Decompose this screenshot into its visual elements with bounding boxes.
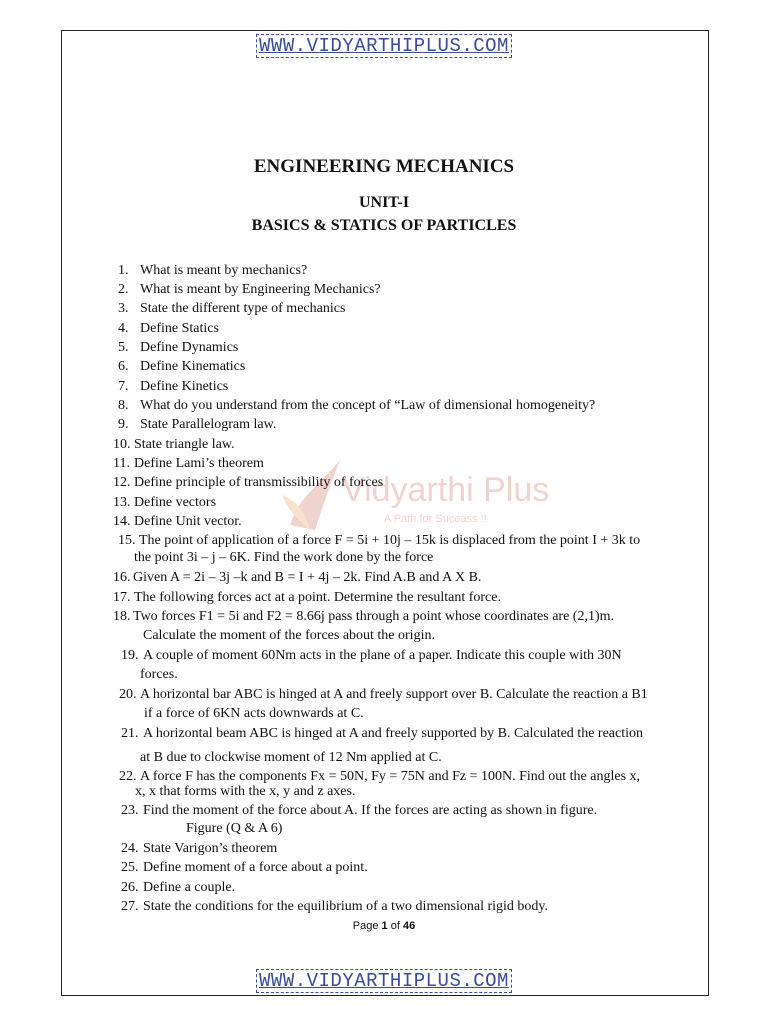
question-item [113, 608, 614, 625]
question-number: 5. [118, 340, 129, 355]
question-text: Define principle of transmissibility of forces [134, 475, 384, 490]
watermark-brand: Vidyarthi Plus [342, 471, 550, 509]
question-item [118, 281, 381, 298]
question-text: A horizontal beam ABC is hinged at A and freely supported by B. Calculated the reaction [143, 726, 643, 741]
question-text: A force F has the components Fx = 50N, Fy = 75N and Fz = 100N. Find out the angles x, [140, 769, 641, 784]
question-number: 6. [118, 359, 129, 374]
question-number: 22. [119, 769, 137, 784]
question-item [118, 532, 640, 549]
question-item [118, 416, 276, 433]
unit-heading: UNIT-I [358, 194, 410, 211]
question-text: A horizontal bar ABC is hinged at A and freely support over B. Calculate the reaction a B1 [140, 687, 648, 702]
question-text: Define moment of a force about a point. [143, 860, 368, 875]
question-item [113, 569, 481, 586]
question-text-continuation: the point 3i – j – 6K. Find the work done by the force [134, 550, 434, 565]
question-number: 4. [118, 321, 129, 336]
figure-caption: Figure (Q & A 6) [186, 821, 283, 836]
question-text: The point of application of a force F = 5i + 10j – 15k is displaced from the point I + 3k to [139, 533, 641, 548]
question-number: 15. [118, 533, 136, 548]
question-item [118, 378, 228, 395]
question-item [119, 686, 648, 703]
question-text: Define vectors [134, 495, 217, 510]
question-number: 2. [118, 282, 129, 297]
question-number: 13. [113, 495, 131, 510]
question-item [113, 589, 501, 606]
question-number: 19. [121, 648, 139, 663]
question-number: 25. [121, 860, 139, 875]
question-text: The following forces act at a point. Determine the resultant force. [134, 590, 501, 605]
question-item [121, 898, 548, 915]
question-item [118, 339, 238, 356]
question-text: State triangle law. [134, 437, 235, 452]
question-text: Define Kinematics [140, 359, 246, 374]
question-number: 11. [113, 456, 130, 471]
question-item [113, 474, 383, 491]
question-text: What do you understand from the concept of “Law of dimensional homogeneity? [140, 398, 596, 413]
question-item [113, 455, 264, 472]
question-item [113, 494, 216, 511]
question-text: A couple of moment 60Nm acts in the plane of a paper. Indicate this couple with 30N [143, 648, 622, 663]
question-text-continuation: Calculate the moment of the forces about the origin. [143, 628, 435, 643]
question-number: 24. [121, 841, 139, 856]
question-number: 26. [121, 880, 139, 895]
document-title: ENGINEERING MECHANICS [253, 156, 515, 177]
question-text: Define Statics [140, 321, 219, 336]
question-item [113, 513, 242, 530]
question-text: Two forces F1 = 5i and F2 = 8.66j pass through a point whose coordinates are (2,1)m. [133, 609, 615, 624]
question-text: Define Unit vector. [134, 514, 242, 529]
question-number: 7. [118, 379, 129, 394]
question-text: State the different type of mechanics [140, 301, 346, 316]
question-number: 8. [118, 398, 129, 413]
question-item [121, 647, 622, 664]
question-text: Define Kinetics [140, 379, 229, 394]
question-item [121, 879, 235, 896]
question-number: 23. [121, 803, 139, 818]
question-item [113, 436, 235, 453]
question-text: State Varigon’s theorem [143, 841, 278, 856]
question-item [121, 725, 643, 742]
question-number: 18. [113, 609, 131, 624]
question-number: 14. [113, 514, 131, 529]
watermark-tagline: A Path for Suceass !! [384, 513, 487, 525]
question-text: Define a couple. [143, 880, 236, 895]
question-number: 17. [113, 590, 131, 605]
question-item [121, 840, 277, 857]
question-item [118, 358, 245, 375]
question-number: 27. [121, 899, 139, 914]
question-number: 16. [113, 570, 131, 585]
question-item [118, 300, 345, 317]
unit-subtitle: BASICS & STATICS OF PARTICLES [251, 217, 517, 234]
question-text: What is meant by Engineering Mechanics? [140, 282, 381, 297]
question-number: 21. [121, 726, 139, 741]
header-site-link[interactable]: WWW.VIDYARTHIPLUS.COM [0, 35, 768, 57]
page-number: Page 1 of 46 [352, 920, 416, 932]
question-number: 3. [118, 301, 129, 316]
question-item [118, 397, 595, 414]
question-text: Define Dynamics [140, 340, 239, 355]
question-text: State Parallelogram law. [140, 417, 277, 432]
question-item [121, 859, 368, 876]
question-text-continuation: x, x that forms with the x, y and z axes. [135, 784, 356, 799]
question-text: Given A = 2i – 3j –k and B = I + 4j – 2k. Find A.B and A X B. [133, 570, 482, 585]
question-text: Define Lami’s theorem [134, 456, 264, 471]
question-number: 10. [113, 437, 131, 452]
question-text-continuation: if a force of 6KN acts downwards at C. [144, 706, 364, 721]
question-text-continuation: forces. [140, 667, 178, 682]
question-text: What is meant by mechanics? [140, 263, 308, 278]
question-number: 9. [118, 417, 129, 432]
question-item [118, 262, 307, 279]
footer-site-link[interactable]: WWW.VIDYARTHIPLUS.COM [0, 970, 768, 992]
question-text-continuation: at B due to clockwise moment of 12 Nm applied at C. [140, 750, 442, 765]
question-text: Find the moment of the force about A. If the forces are acting as shown in figure. [143, 803, 598, 818]
question-number: 12. [113, 475, 131, 490]
question-number: 20. [119, 687, 137, 702]
question-number: 1. [118, 263, 129, 278]
question-text: State the conditions for the equilibrium of a two dimensional rigid body. [143, 899, 549, 914]
question-item [118, 320, 219, 337]
question-item [121, 802, 597, 819]
